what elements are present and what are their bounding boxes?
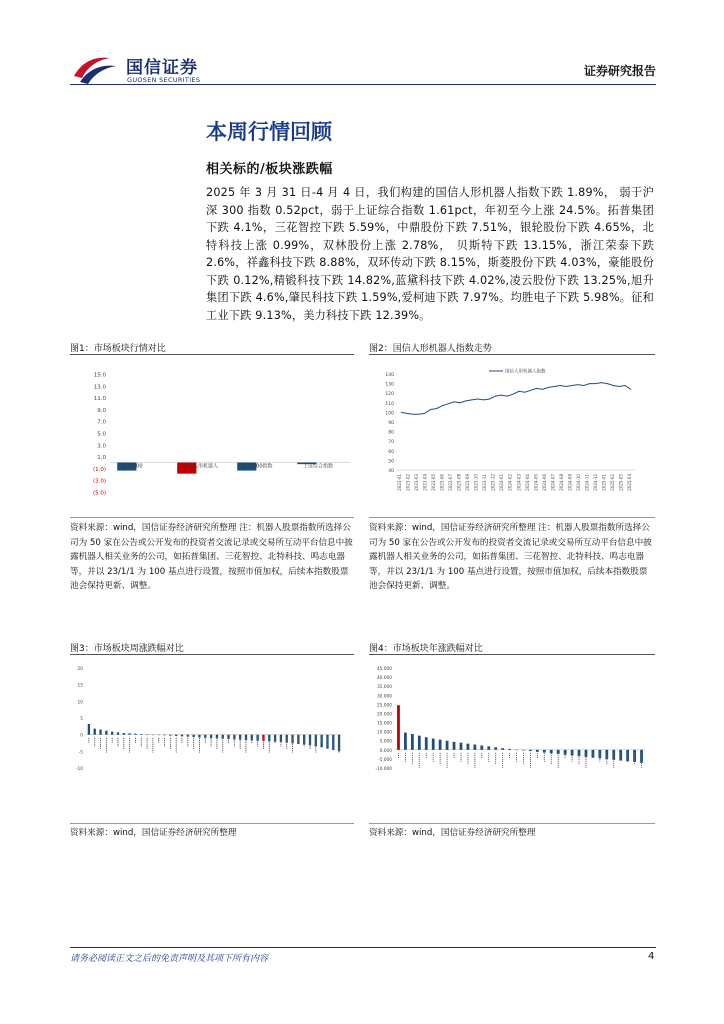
fig3-bar bbox=[152, 735, 154, 736]
fig2-xtick-label: 2024-08 bbox=[558, 474, 564, 491]
fig2-ytick-label: 130 bbox=[385, 382, 394, 388]
fig3-bar bbox=[181, 735, 183, 737]
fig3-bar bbox=[192, 735, 194, 737]
logo-en: GUOSEN SECURITIES bbox=[127, 76, 201, 84]
fig3-bar bbox=[163, 735, 165, 736]
fig4-bar bbox=[397, 705, 400, 750]
fig4-chart bbox=[369, 660, 655, 820]
fig3-top-rule bbox=[70, 654, 354, 655]
fig2-source: 资料来源：wind，国信证券经济研究所整理 注：机器人股票指数所选择公司为 50 家在公告或公开发布的投资者交流记录或交易所互动平台信息中披露机器人相关业务的公司，如拓普集团、三花智控、北特科技、鸣志电器等，并以 23/1/1 为 100 基点进行设置，按照市值加权，后续本指数股票池会保持更新、调整。 bbox=[369, 523, 652, 591]
page-number: 4 bbox=[648, 951, 655, 962]
fig1-ytick-label: 7.0 bbox=[97, 419, 106, 426]
fig3-bar bbox=[198, 735, 200, 738]
fig3-bar bbox=[158, 735, 160, 736]
fig2-xtick-label: 2024-07 bbox=[550, 474, 556, 491]
fig2-xtick-label: 2024-12 bbox=[592, 474, 598, 491]
fig1-ytick-label: 1.0 bbox=[97, 455, 106, 462]
fig3-bar bbox=[134, 734, 136, 735]
fig2-xtick-label: 2024-04 bbox=[524, 474, 530, 491]
fig4-ytick-label: 15.000 bbox=[376, 721, 392, 727]
fig2-ytick-label: 80 bbox=[388, 430, 394, 436]
fig2-legend-label: 国信人形机器人指数 bbox=[505, 369, 546, 375]
fig2-chart bbox=[369, 362, 655, 512]
fig1-category-label: 沪深300 bbox=[122, 463, 143, 470]
fig2-xtick-label: 2023-09 bbox=[465, 474, 471, 491]
fig1-ytick-label: 15.0 bbox=[93, 372, 106, 379]
fig1-ytick-label: 5.0 bbox=[97, 431, 106, 438]
fig4-bar bbox=[446, 741, 449, 750]
fig4-bottom-rule bbox=[369, 823, 655, 824]
fig4-bar bbox=[411, 734, 414, 750]
fig1-ytick-label: 11.0 bbox=[93, 396, 106, 403]
fig4-bar bbox=[501, 748, 504, 750]
fig4-bar bbox=[404, 733, 407, 750]
fig2-top-rule bbox=[369, 354, 655, 355]
fig4-ytick-label: 0.000 bbox=[379, 748, 392, 754]
fig2-ytick-label: 70 bbox=[388, 440, 394, 446]
fig4-bar bbox=[418, 736, 421, 750]
fig3-bar bbox=[117, 732, 119, 734]
fig3-ytick-label: 15 bbox=[77, 683, 83, 689]
fig2-xtick-label: 2024-11 bbox=[584, 474, 590, 491]
fig4-bar bbox=[487, 746, 490, 749]
fig3-title: 图3：市场板块周涨跌幅对比 bbox=[70, 644, 184, 654]
fig2-xtick-label: 2024-02 bbox=[507, 474, 513, 491]
fig4-bar bbox=[508, 749, 511, 750]
fig1-ytick-label: (3.0) bbox=[92, 478, 106, 485]
fig3-bar bbox=[210, 735, 212, 738]
page-title: 本周行情回顾 bbox=[206, 120, 332, 144]
fig3-bar bbox=[105, 731, 107, 735]
fig2-ytick-label: 100 bbox=[385, 411, 394, 417]
fig3-source: 资料来源：wind，国信证券经济研究所整理 bbox=[70, 828, 237, 838]
fig3-ytick-label: -10 bbox=[75, 767, 83, 772]
fig3-ytick-label: 0 bbox=[80, 733, 83, 739]
fig3-bar bbox=[251, 735, 253, 741]
fig2-xtick-label: 2025-04 bbox=[627, 474, 632, 491]
fig2-ytick-label: 40 bbox=[388, 469, 394, 474]
fig4-source: 资料来源：wind，国信证券经济研究所整理 bbox=[369, 828, 536, 838]
fig4-bar bbox=[515, 750, 518, 751]
fig4-bar bbox=[494, 747, 497, 750]
fig4-bar bbox=[473, 745, 476, 750]
fig2-xtick-label: 2025-03 bbox=[618, 474, 624, 491]
fig3-ytick-label: 20 bbox=[77, 667, 83, 672]
fig4-bar bbox=[522, 750, 525, 751]
fig4-bar bbox=[612, 750, 615, 760]
fig2-xtick-label: 2023-12 bbox=[490, 474, 496, 491]
fig1-top-rule bbox=[70, 354, 354, 355]
logo-icon bbox=[70, 52, 122, 86]
fig3-bar bbox=[204, 735, 206, 738]
fig4-ytick-label: 40.000 bbox=[376, 676, 392, 682]
fig2-xtick-label: 2024-10 bbox=[575, 474, 581, 491]
fig1-source: 资料来源：wind，国信证券经济研究所整理 注：机器人股票指数所选择公司为 50 家在公告或公开发布的投资者交流记录或交易所互动平台信息中披露机器人相关业务的公司，如拓普集团、三花智控、北特科技、鸣志电器等，并以 23/1/1 为 100 基点进行设置，按照市值加权，后续本指数股票池会保持更新、调整。 bbox=[70, 523, 353, 591]
guosen-logo bbox=[70, 52, 220, 86]
fig2-title: 图2：国信人形机器人指数走势 bbox=[369, 344, 492, 354]
fig4-ytick-label: -5.000 bbox=[378, 757, 392, 763]
fig2-xtick-label: 2024-06 bbox=[541, 474, 547, 491]
report-type: 证券研究报告 bbox=[583, 64, 656, 78]
fig2-ytick-label: 50 bbox=[388, 459, 394, 465]
fig4-ytick-label: -10.000 bbox=[375, 767, 392, 772]
fig4-ytick-label: 25.000 bbox=[376, 703, 392, 709]
fig2-xtick-label: 2023-06 bbox=[439, 474, 445, 491]
fig1-ytick-label: 3.0 bbox=[97, 443, 106, 450]
fig4-bar bbox=[453, 742, 456, 750]
fig4-bar bbox=[432, 739, 435, 750]
fig2-xtick-label: 2025-01 bbox=[601, 474, 607, 491]
fig2-xtick-label: 2023-08 bbox=[456, 474, 462, 491]
fig4-bar bbox=[529, 750, 532, 751]
fig1-ytick-label: (1.0) bbox=[92, 466, 106, 473]
fig3-ytick-label: 10 bbox=[77, 700, 83, 706]
fig2-xtick-label: 2023-02 bbox=[405, 474, 411, 491]
fig2-ytick-label: 120 bbox=[385, 392, 394, 398]
fig2-series-line bbox=[401, 383, 631, 415]
fig3-bar bbox=[111, 732, 113, 735]
fig4-ytick-label: 30.000 bbox=[376, 694, 392, 700]
fig4-bar bbox=[543, 750, 546, 753]
fig4-ytick-label: 35.000 bbox=[376, 685, 392, 691]
fig4-bar bbox=[425, 737, 428, 750]
fig2-xtick-label: 2023-11 bbox=[482, 474, 488, 491]
fig4-ytick-label: 5.000 bbox=[379, 739, 392, 745]
fig3-bar bbox=[175, 735, 177, 736]
fig4-title: 图4：市场板块年涨跌幅对比 bbox=[369, 644, 483, 654]
fig2-ytick-label: 90 bbox=[388, 421, 394, 426]
fig4-bar bbox=[460, 743, 463, 750]
fig1-ytick-label: 13.0 bbox=[93, 384, 106, 391]
fig3-bar bbox=[245, 735, 247, 740]
fig3-chart bbox=[70, 660, 354, 820]
fig2-ytick-label: 140 bbox=[385, 373, 394, 378]
fig4-ytick-label: 10.000 bbox=[376, 730, 392, 736]
fig2-ytick-label: 60 bbox=[388, 449, 394, 455]
fig4-ytick-label: 45.000 bbox=[376, 667, 392, 672]
fig3-bar bbox=[140, 734, 142, 735]
fig2-xtick-label: 2023-07 bbox=[448, 474, 454, 491]
fig2-bottom-rule bbox=[369, 517, 655, 518]
fig2-xtick-label: 2023-05 bbox=[431, 474, 437, 491]
fig3-bar bbox=[88, 724, 90, 735]
fig4-bar bbox=[439, 740, 442, 750]
fig4-ytick-label: 20.000 bbox=[376, 712, 392, 718]
fig2-xtick-label: 2024-09 bbox=[567, 474, 573, 491]
header-rule bbox=[70, 84, 656, 85]
fig4-bar bbox=[536, 750, 539, 752]
fig1-bottom-rule bbox=[70, 517, 354, 518]
fig3-bar bbox=[128, 733, 130, 734]
fig4-bar bbox=[467, 744, 470, 750]
fig2-xtick-label: 2023-01 bbox=[397, 474, 402, 491]
fig3-bar bbox=[94, 729, 96, 735]
fig4-top-rule bbox=[369, 654, 655, 655]
fig2-xtick-label: 2025-02 bbox=[609, 474, 615, 491]
fig3-bar bbox=[169, 735, 171, 736]
fig2-ytick-label: 110 bbox=[385, 401, 394, 407]
fig3-bar bbox=[123, 733, 125, 735]
fig3-bar bbox=[320, 735, 322, 748]
footer-rule bbox=[70, 947, 656, 948]
fig2-xtick-label: 2023-04 bbox=[422, 474, 428, 491]
fig3-ytick-label: -5 bbox=[78, 750, 83, 756]
section-subtitle: 相关标的/板块涨跌幅 bbox=[206, 162, 333, 177]
logo-cn: 国信证券 bbox=[126, 58, 198, 78]
fig3-bottom-rule bbox=[70, 823, 354, 824]
fig2-xtick-label: 2023-10 bbox=[473, 474, 479, 491]
body-paragraph: 2025 年 3 月 31 日-4 月 4 日，我们构建的国信人形机器人指数下跌 1.89%， 弱于沪深 300 指数 0.52pct，弱于上证综合指数 1.61pct，年初至今上涨 24.5%。拓普集团下跌 4.1%，三花智控下跌 5.59%，中鼎股份下跌 7.51%，银轮股份下跌 4.65%，北特科技上涨 0.99%，双林股份上涨 2.78%， 贝斯特下跌 13.15%，浙江荣泰下跌 2.6%，祥鑫科技下跌 8.88%，双环传动下跌 8.15%，斯菱股份下跌 4.03%，豪能股份下跌 0.12%,精锻科技下跌 14.82%,蓝黛科技下跌 4.02%,凌云股份下跌 13.25%,旭升集团下跌 4.6%,肇民科技下跌 1.59%,爱柯迪下跌 7.97%。均胜电子下跌 5.98%。征和工业下跌 9.13%，美力科技下跌 12.39%。 bbox=[206, 186, 654, 322]
fig1-category-label: 沪深300指数 bbox=[242, 463, 273, 470]
fig1-ytick-label: 9.0 bbox=[97, 407, 106, 414]
fig1-ytick-label: (5.0) bbox=[92, 490, 106, 497]
fig4-bar bbox=[480, 745, 483, 749]
fig2-xtick-label: 2024-01 bbox=[499, 474, 505, 491]
fig1-category-label: 国信人形机器人 bbox=[182, 463, 218, 470]
fig2-xtick-label: 2023-03 bbox=[414, 474, 420, 491]
fig3-ytick-label: 5 bbox=[80, 717, 83, 722]
fig3-bar bbox=[146, 734, 148, 735]
fig3-bar bbox=[99, 730, 101, 735]
fig2-xtick-label: 2024-03 bbox=[516, 474, 522, 491]
footer-disclaimer: 请务必阅读正文之后的免责声明及其项下所有内容 bbox=[70, 954, 269, 964]
fig1-title: 图1：市场板块行情对比 bbox=[70, 344, 166, 354]
fig4-bar bbox=[550, 750, 553, 753]
fig3-bar bbox=[187, 735, 189, 737]
fig4-bar bbox=[640, 750, 643, 763]
fig1-category-label: 上证综合指数 bbox=[302, 463, 333, 470]
fig1-chart bbox=[70, 362, 354, 512]
fig4-bar bbox=[571, 750, 574, 756]
fig2-xtick-label: 2024-05 bbox=[533, 474, 539, 491]
